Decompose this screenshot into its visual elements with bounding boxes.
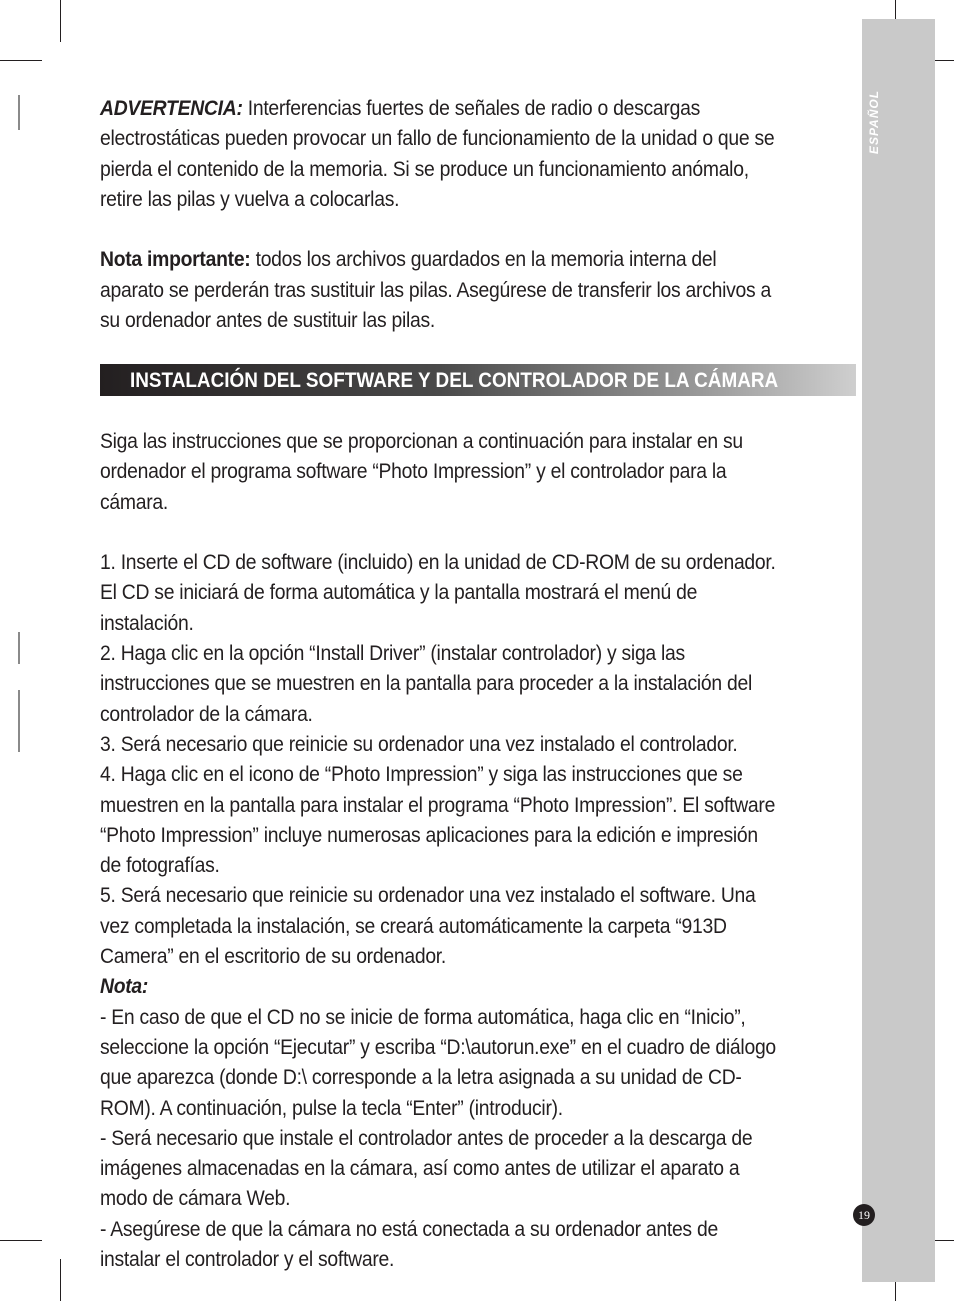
warning-text: Interferencias fuertes de señales de radio o descargas electrostáticas pueden provocar un fallo de funcionamiento de la unidad o que se pierda el contenido de la memoria. Si se produce un funcionamiento anómalo, retire las pilas y vuelva a colocarlas. xyxy=(100,96,775,211)
gutter-mark xyxy=(18,95,20,130)
crop-mark xyxy=(60,0,61,42)
section-heading-bar xyxy=(100,364,856,396)
step-item: 2. Haga clic en la opción “Install Driver” (instalar controlador) y siga las instrucciones que se muestren en la pantalla para proceder a la instalación del controlador de la cámara. xyxy=(100,641,753,726)
step-item: 3. Será necesario que reinicie su ordenador una vez instalado el controlador. xyxy=(100,731,738,756)
gutter-mark xyxy=(18,690,20,752)
instructions-block xyxy=(100,426,780,1274)
note-item: - Será necesario que instale el controlador antes de proceder a la descarga de imágenes almacenadas en la cámara, así como antes de utilizar el aparato a modo de cámara Web. xyxy=(100,1125,753,1211)
crop-mark xyxy=(60,1259,61,1301)
warning-label: ADVERTENCIA: xyxy=(100,96,243,120)
gutter-mark xyxy=(18,632,20,664)
page-number-badge: 19 xyxy=(853,1204,875,1226)
step-item: 1. Inserte el CD de software (incluido) en la unidad de CD-ROM de su ordenador. El CD se iniciará de forma automática y la pantalla mostrará el menú de instalación. xyxy=(100,550,776,635)
note-heading: Nota: xyxy=(100,974,149,999)
crop-mark xyxy=(0,60,42,61)
section-heading: INSTALACIÓN DEL SOFTWARE Y DEL CONTROLADOR DE LA CÁMARA xyxy=(130,368,779,392)
important-note-label: Nota importante: xyxy=(100,247,251,272)
step-item: 4. Haga clic en el icono de “Photo Impression” y siga las instrucciones que se muestren en la pantalla para instalar el programa “Photo Impression”. El software “Photo Impression” incluye numerosas aplicaciones para la edición e impresión de fotografías. xyxy=(100,762,776,878)
top-text-block xyxy=(100,93,780,335)
step-item: 5. Será necesario que reinicie su ordenador una vez instalado el software. Una vez completada la instalación, se creará automáticamente la carpeta “913D Camera” en el escritorio de su ordenador. xyxy=(100,883,756,969)
important-note-paragraph xyxy=(100,244,780,335)
language-label: ESPAÑOL xyxy=(867,89,881,155)
important-note-text: todos los archivos guardados en la memoria interna del aparato se perderán tras sustituir las pilas. Asegúrese de transferir los archivos a su ordenador antes de sustituir las pilas. xyxy=(100,247,772,333)
language-side-tab xyxy=(862,19,935,1282)
note-item: - En caso de que el CD no se inicie de forma automática, haga clic en “Inicio”, seleccione la opción “Ejecutar” y escriba “D:\autorun.exe” en el cuadro de diálogo que aparezca (donde D:\ corresponde a la letra asignada a su unidad de CD-ROM). A continuación, pulse la tecla “Enter” (introducir). xyxy=(100,1004,776,1120)
crop-mark xyxy=(0,1240,42,1241)
note-item: - Asegúrese de que la cámara no está conectada a su ordenador antes de instalar el controlador y el software. xyxy=(100,1216,718,1272)
warning-paragraph xyxy=(100,93,780,214)
intro-paragraph: Siga las instrucciones que se proporcionan a continuación para instalar en su ordenador el programa software “Photo Impression” y el controlador para la cámara. xyxy=(100,429,743,514)
